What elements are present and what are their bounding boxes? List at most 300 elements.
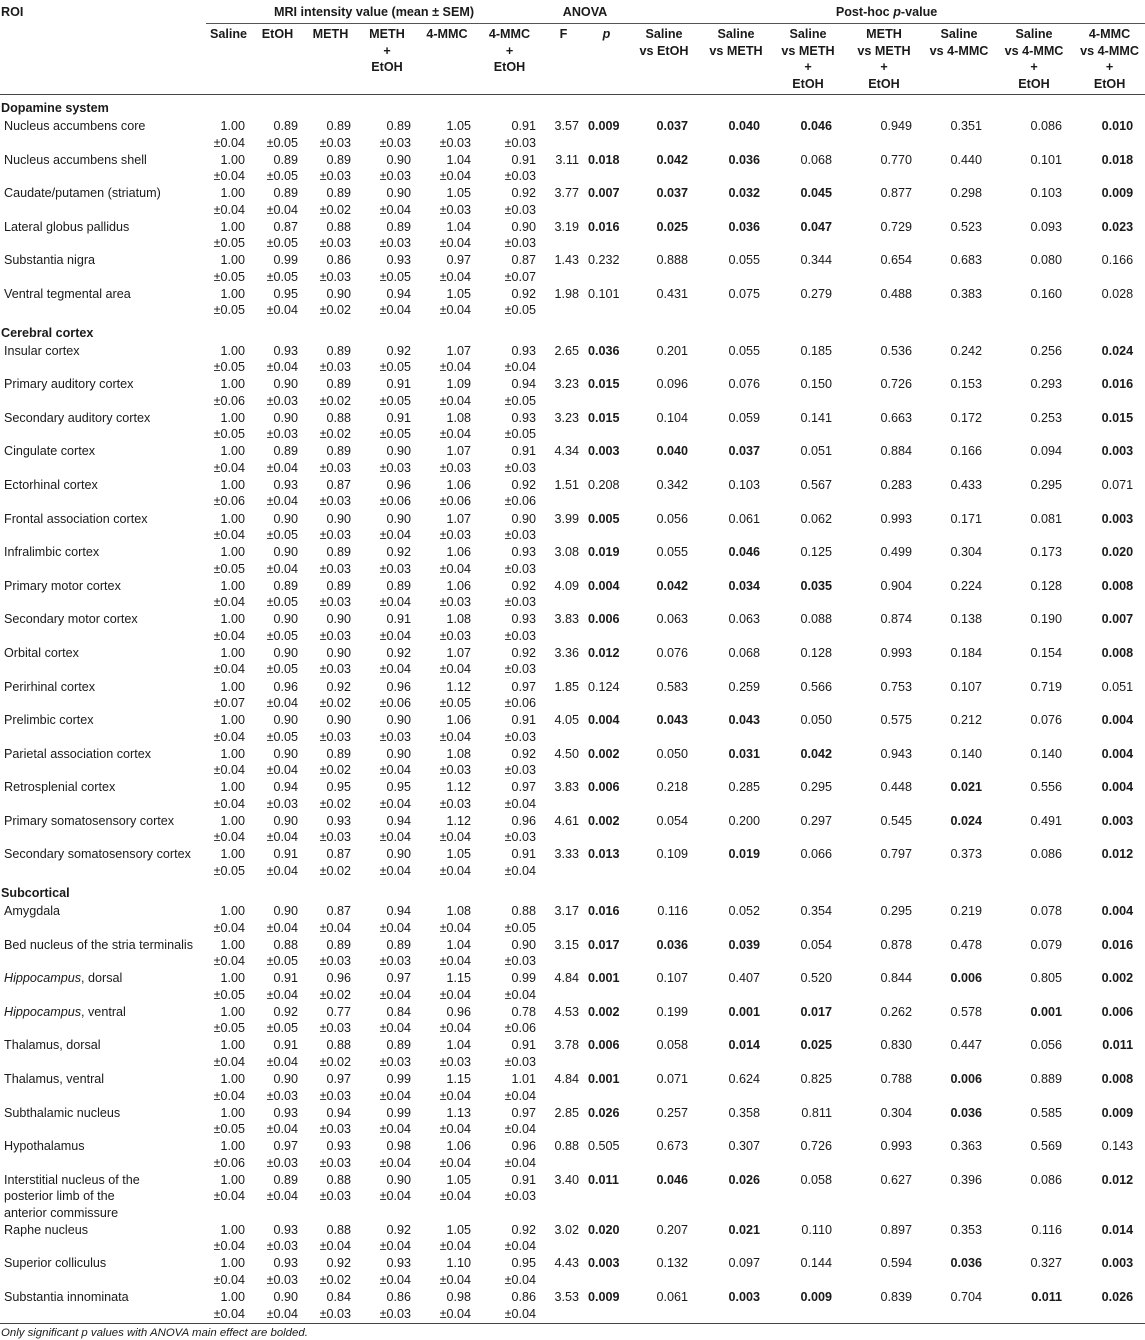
- roi-name: Secondary motor cortex: [4, 612, 138, 627]
- mri-value-cell: [417, 1105, 477, 1139]
- posthoc-col-header: Saline vs METH + EtOH: [772, 24, 844, 95]
- sem-value: ±0.04: [213, 1239, 245, 1254]
- mean-value: 0.90: [511, 219, 536, 234]
- mri-value-cell: [357, 511, 417, 545]
- anova-f-value: 1.85: [554, 679, 579, 694]
- mean-value: 0.90: [273, 904, 298, 919]
- mean-value: 0.92: [386, 645, 411, 660]
- sem-value: ±0.03: [319, 528, 351, 543]
- mri-value-cell: [357, 937, 417, 971]
- mri-value-cell: [304, 185, 357, 219]
- mean-value: 0.93: [273, 477, 298, 492]
- posthoc-p-value: 0.008: [1101, 645, 1134, 660]
- sem-value: ±0.04: [379, 1239, 411, 1254]
- mri-value-cell: [357, 252, 417, 286]
- sem-value: ±0.04: [266, 202, 298, 217]
- mean-value: 0.92: [386, 545, 411, 560]
- mri-value-cell: [357, 746, 417, 780]
- mri-value-cell: [304, 679, 357, 713]
- mean-value: 0.87: [511, 253, 536, 268]
- mean-value: 1.00: [220, 152, 245, 167]
- mri-value-cell: [206, 219, 251, 253]
- mean-value: 1.00: [220, 1290, 245, 1304]
- posthoc-label-p: p: [893, 5, 901, 19]
- posthoc-p-value: 0.578: [950, 1004, 983, 1019]
- posthoc-p-value: 0.076: [656, 645, 689, 660]
- mean-value: 0.87: [326, 904, 351, 919]
- sem-value: ±0.04: [439, 1239, 471, 1254]
- anova-f-value: 3.11: [555, 152, 579, 167]
- mean-value: 0.89: [326, 343, 351, 358]
- mri-value-cell: [251, 578, 304, 612]
- posthoc-p-value: 0.166: [1101, 253, 1134, 268]
- posthoc-p-value: 0.363: [950, 1139, 983, 1154]
- mean-value: 0.91: [386, 410, 411, 425]
- mri-value-cell: [477, 219, 542, 253]
- sem-value: ±0.04: [439, 920, 471, 935]
- mean-value: 1.04: [446, 1038, 471, 1053]
- table-row: [0, 1289, 1145, 1323]
- mri-value-cell: [206, 813, 251, 847]
- sem-value: ±0.05: [266, 528, 298, 543]
- roi-name: Amygdala: [4, 904, 61, 919]
- anova-f-value: 3.57: [554, 119, 579, 133]
- mri-value-cell: [251, 286, 304, 320]
- sem-value: ±0.04: [213, 763, 245, 778]
- mri-value-cell: [417, 1172, 477, 1222]
- mri-value-cell: [477, 645, 542, 679]
- sem-value: ±0.05: [379, 427, 411, 442]
- mean-value: 1.00: [220, 645, 245, 660]
- posthoc-p-value: 0.878: [880, 937, 913, 952]
- mean-value: 1.00: [220, 713, 245, 728]
- table-row: [0, 286, 1145, 320]
- sem-value: ±0.05: [439, 696, 471, 710]
- posthoc-p-value: 0.259: [728, 679, 761, 694]
- mean-value: 0.89: [326, 444, 351, 459]
- mean-value: 1.00: [220, 780, 245, 795]
- posthoc-p-value: 0.004: [1101, 904, 1134, 919]
- sem-value: ±0.03: [504, 662, 536, 677]
- sem-value: ±0.03: [504, 236, 536, 251]
- sem-value: ±0.03: [504, 830, 536, 845]
- mri-col-header: EtOH: [251, 24, 304, 95]
- sem-value: ±0.05: [213, 561, 245, 576]
- roi-name: Thalamus, ventral: [4, 1072, 105, 1087]
- mri-value-cell: [417, 1037, 477, 1071]
- table-row: [0, 712, 1145, 746]
- sem-value: ±0.04: [319, 920, 351, 935]
- sem-value: ±0.06: [504, 494, 536, 509]
- mean-value: 0.98: [446, 1290, 471, 1304]
- mean-value: 1.07: [446, 645, 471, 660]
- mean-value: 1.12: [446, 679, 471, 694]
- sem-value: ±0.02: [319, 763, 351, 778]
- posthoc-p-value: 0.040: [728, 119, 761, 133]
- sem-value: ±0.05: [266, 662, 298, 677]
- mri-value-cell: [251, 219, 304, 253]
- table-row: [0, 1222, 1145, 1256]
- mean-value: 0.89: [326, 937, 351, 952]
- roi-name: Secondary somatosensory cortex: [4, 847, 191, 862]
- anova-p-value: 0.018: [588, 152, 620, 167]
- sem-value: ±0.04: [213, 954, 245, 969]
- mri-value-cell: [477, 376, 542, 410]
- roi-name-italic: Hippocampus: [4, 1004, 82, 1019]
- posthoc-col-header: Saline vs 4-MMC + EtOH: [994, 24, 1074, 95]
- posthoc-p-value: 0.594: [880, 1256, 913, 1271]
- posthoc-p-value: 0.354: [800, 904, 833, 919]
- posthoc-p-value: 0.704: [924, 1289, 994, 1323]
- mean-value: 1.00: [220, 511, 245, 526]
- anova-p-value: 0.011: [588, 1172, 619, 1187]
- sem-value: ±0.04: [504, 1122, 536, 1137]
- anova-f-value: 3.15: [554, 937, 579, 952]
- sem-value: ±0.03: [379, 460, 411, 475]
- mri-value-cell: [477, 970, 542, 1004]
- mri-value-cell: [477, 746, 542, 780]
- posthoc-p-value: 0.046: [728, 545, 761, 560]
- roi-name: Caudate/putamen (striatum): [4, 186, 161, 201]
- mri-value-cell: [251, 1255, 304, 1289]
- posthoc-p-value: 0.076: [1030, 713, 1063, 728]
- mri-value-cell: [304, 410, 357, 444]
- mean-value: 1.00: [220, 1038, 245, 1053]
- mean-value: 1.00: [220, 847, 245, 862]
- mean-value: 1.05: [446, 847, 471, 862]
- anova-p-value: 0.001: [588, 971, 620, 986]
- anova-p-value: 0.002: [588, 1004, 620, 1019]
- table-row: [0, 779, 1145, 813]
- mean-value: 0.90: [326, 645, 351, 660]
- anova-p-value: 0.002: [588, 746, 620, 761]
- section-title: Cerebral cortex: [1, 325, 94, 340]
- posthoc-p-value: 0.140: [1030, 746, 1063, 761]
- mean-value: 0.90: [273, 746, 298, 761]
- mean-value: 1.00: [220, 1004, 245, 1019]
- mean-value: 0.89: [273, 444, 298, 459]
- mri-value-cell: [477, 846, 542, 880]
- mean-value: 0.84: [386, 1004, 411, 1019]
- posthoc-p-value: 0.034: [728, 578, 761, 593]
- mri-value-cell: [357, 219, 417, 253]
- posthoc-p-value: 0.556: [1030, 780, 1063, 795]
- mean-value: 0.89: [386, 578, 411, 593]
- sem-value: ±0.04: [379, 1272, 411, 1287]
- roi-name: Raphe nucleus: [4, 1222, 89, 1237]
- mri-value-cell: [477, 937, 542, 971]
- posthoc-p-value: 0.447: [950, 1038, 983, 1053]
- mean-value: 1.00: [220, 612, 245, 627]
- mean-value: 1.00: [220, 1139, 245, 1154]
- mean-value: 0.89: [386, 219, 411, 234]
- mean-value: 1.00: [220, 444, 245, 459]
- posthoc-p-value: 0.200: [728, 813, 761, 828]
- mri-value-cell: [206, 1004, 251, 1038]
- roi-name: Nucleus accumbens core: [4, 119, 146, 133]
- posthoc-p-value: 0.016: [1101, 377, 1134, 392]
- anova-f-value: 4.34: [554, 444, 579, 459]
- roi-name: Cingulate cortex: [4, 444, 96, 459]
- sem-value: ±0.04: [379, 628, 411, 643]
- posthoc-p-value: 0.046: [656, 1172, 689, 1187]
- mri-value-cell: [304, 611, 357, 645]
- mean-value: 0.92: [273, 1004, 298, 1019]
- mri-value-cell: [206, 544, 251, 578]
- sem-value: ±0.06: [379, 696, 411, 710]
- sem-value: ±0.04: [213, 1088, 245, 1103]
- table-row: [0, 937, 1145, 971]
- posthoc-p-value: 0.012: [1101, 847, 1134, 862]
- mean-value: 0.90: [511, 511, 536, 526]
- sem-value: ±0.04: [379, 1189, 411, 1204]
- mri-value-cell: [357, 970, 417, 1004]
- mean-value: 0.90: [273, 410, 298, 425]
- sem-value: ±0.04: [266, 696, 298, 710]
- posthoc-p-value: 0.128: [800, 645, 833, 660]
- posthoc-p-value: 0.132: [656, 1256, 689, 1271]
- mri-value-cell: [417, 746, 477, 780]
- mri-value-cell: [357, 477, 417, 511]
- table-row: [0, 1004, 1145, 1038]
- mri-value-cell: [251, 1172, 304, 1222]
- sem-value: ±0.06: [213, 393, 245, 408]
- mean-value: 0.90: [386, 511, 411, 526]
- sem-value: ±0.03: [266, 1272, 298, 1287]
- mean-value: 0.90: [326, 713, 351, 728]
- sem-value: ±0.03: [439, 628, 471, 643]
- mri-value-cell: [206, 1037, 251, 1071]
- mean-value: 1.05: [446, 186, 471, 201]
- posthoc-p-value: 0.003: [1101, 813, 1134, 828]
- anova-p-value: 0.007: [588, 186, 620, 201]
- mean-value: 0.90: [273, 511, 298, 526]
- sem-value: ±0.03: [266, 1239, 298, 1254]
- mri-value-cell: [304, 1289, 357, 1323]
- mri-value-cell: [206, 746, 251, 780]
- mean-value: 0.89: [326, 119, 351, 133]
- anova-p-value: 0.036: [588, 343, 620, 358]
- mri-col-header: 4-MMC: [417, 24, 477, 95]
- table-row: [0, 645, 1145, 679]
- posthoc-p-value: 0.279: [800, 286, 833, 301]
- mean-value: 0.89: [273, 119, 298, 133]
- posthoc-p-value: 0.143: [1101, 1139, 1134, 1154]
- sem-value: ±0.05: [266, 954, 298, 969]
- posthoc-p-value: 0.023: [1101, 219, 1134, 234]
- posthoc-p-value: 0.199: [656, 1004, 689, 1019]
- posthoc-p-value: 0.431: [656, 286, 689, 301]
- mri-value-cell: [304, 1105, 357, 1139]
- mri-value-cell: [357, 1138, 417, 1172]
- sem-value: ±0.04: [439, 1021, 471, 1036]
- posthoc-p-value: 0.081: [1030, 511, 1063, 526]
- sem-value: ±0.03: [319, 729, 351, 744]
- sem-value: ±0.04: [379, 528, 411, 543]
- posthoc-p-value: 0.055: [656, 545, 689, 560]
- mri-value-cell: [477, 410, 542, 444]
- mean-value: 0.89: [273, 578, 298, 593]
- mean-value: 0.90: [273, 377, 298, 392]
- sem-value: ±0.04: [379, 202, 411, 217]
- anova-p-value: 0.232: [588, 253, 620, 268]
- section-row: [0, 95, 1145, 119]
- mri-value-cell: [357, 185, 417, 219]
- posthoc-p-value: 0.036: [656, 937, 689, 952]
- mri-value-cell: [304, 376, 357, 410]
- sem-value: ±0.04: [266, 360, 298, 375]
- mean-value: 1.00: [220, 545, 245, 560]
- mean-value: 0.94: [386, 286, 411, 301]
- mri-value-cell: [304, 746, 357, 780]
- mri-value-cell: [304, 343, 357, 377]
- mean-value: 1.15: [446, 1072, 471, 1087]
- posthoc-p-value: 0.054: [656, 813, 689, 828]
- mean-value: 0.96: [326, 971, 351, 986]
- mri-value-cell: [251, 376, 304, 410]
- mean-value: 1.12: [446, 813, 471, 828]
- sem-value: ±0.03: [266, 427, 298, 442]
- anova-f-value: 3.53: [542, 1289, 585, 1323]
- mri-value-cell: [357, 1222, 417, 1256]
- posthoc-p-value: 0.185: [800, 343, 833, 358]
- anova-col-header: F: [542, 24, 585, 95]
- roi-name: Substantia innominata: [0, 1289, 206, 1323]
- posthoc-p-value: 0.116: [657, 904, 689, 919]
- mri-value-cell: [304, 1255, 357, 1289]
- posthoc-col-header: METH vs METH + EtOH: [844, 24, 924, 95]
- mri-value-cell: [417, 712, 477, 746]
- mri-value-cell: [304, 1172, 357, 1222]
- mean-value: 0.90: [386, 152, 411, 167]
- posthoc-col-header: Saline vs METH: [700, 24, 772, 95]
- posthoc-p-value: 0.055: [728, 343, 761, 358]
- posthoc-p-value: 0.086: [1030, 847, 1063, 862]
- mean-value: 0.91: [273, 1038, 298, 1053]
- sem-value: ±0.04: [266, 1189, 298, 1204]
- anova-p-value: 0.026: [588, 1105, 620, 1120]
- mean-value: 0.92: [386, 1222, 411, 1237]
- roi-name: [0, 970, 206, 1004]
- mri-value-cell: [357, 1255, 417, 1289]
- mean-value: 0.89: [386, 119, 411, 133]
- mean-value: 1.07: [446, 343, 471, 358]
- mri-value-cell: [477, 679, 542, 713]
- mri-value-cell: [357, 1071, 417, 1105]
- sem-value: ±0.03: [504, 202, 536, 217]
- sem-value: ±0.02: [319, 796, 351, 811]
- sem-value: ±0.04: [266, 763, 298, 778]
- posthoc-p-value: 0.874: [880, 612, 913, 627]
- posthoc-p-value: 0.144: [800, 1256, 833, 1271]
- posthoc-p-value: 0.295: [1030, 477, 1063, 492]
- footnote-text: Only significant p values with ANOVA main effect are bolded.: [1, 1326, 308, 1339]
- mri-value-cell: [206, 1289, 251, 1323]
- mean-value: 0.90: [273, 1072, 298, 1087]
- posthoc-p-value: 0.003: [1101, 511, 1134, 526]
- mean-value: 0.97: [326, 1072, 351, 1087]
- posthoc-p-value: 0.042: [656, 578, 689, 593]
- mean-value: 0.97: [511, 679, 536, 694]
- posthoc-p-value: 0.036: [950, 1105, 983, 1120]
- sem-value: ±0.03: [379, 729, 411, 744]
- sem-value: ±0.04: [379, 595, 411, 610]
- posthoc-p-value: 0.663: [880, 410, 913, 425]
- anova-p-value: 0.013: [588, 847, 620, 862]
- posthoc-p-value: 0.844: [880, 971, 913, 986]
- posthoc-p-value: 0.096: [656, 377, 689, 392]
- mri-value-cell: [304, 544, 357, 578]
- mri-value-cell: [206, 937, 251, 971]
- sem-value: ±0.03: [504, 561, 536, 576]
- sem-value: ±0.03: [319, 1122, 351, 1137]
- mri-value-cell: [477, 286, 542, 320]
- mean-value: 0.96: [386, 679, 411, 694]
- anova-p-value: 0.009: [588, 119, 620, 133]
- sem-value: ±0.02: [319, 1054, 351, 1069]
- mean-value: 0.93: [386, 253, 411, 268]
- mean-value: 0.87: [326, 847, 351, 862]
- sem-value: ±0.03: [319, 460, 351, 475]
- anova-p-value: 0.015: [588, 410, 620, 425]
- mri-value-cell: [357, 1105, 417, 1139]
- mean-value: 0.92: [511, 746, 536, 761]
- mean-value: 0.90: [273, 545, 298, 560]
- posthoc-p-value: 0.566: [800, 679, 833, 694]
- posthoc-p-value: 0.104: [656, 410, 689, 425]
- mean-value: 0.91: [273, 971, 298, 986]
- sem-value: ±0.03: [319, 1021, 351, 1036]
- posthoc-p-value: 0.003: [1101, 1256, 1134, 1271]
- mri-value-cell: [206, 970, 251, 1004]
- posthoc-p-value: 0.046: [800, 119, 833, 133]
- sem-value: ±0.04: [439, 269, 471, 284]
- posthoc-p-value: 0.753: [880, 679, 913, 694]
- posthoc-p-value: 0.015: [1101, 410, 1134, 425]
- mri-value-cell: [357, 903, 417, 937]
- posthoc-p-value: 0.062: [800, 511, 833, 526]
- mri-value-cell: [417, 1255, 477, 1289]
- posthoc-p-value: 0.545: [880, 813, 913, 828]
- sem-value: ±0.03: [319, 1155, 351, 1170]
- sem-value: ±0.03: [504, 1054, 536, 1069]
- roi-name: Orbital cortex: [4, 645, 79, 660]
- posthoc-p-value: 0.327: [1030, 1256, 1063, 1271]
- mean-value: 0.95: [273, 286, 298, 301]
- roi-name: Primary motor cortex: [4, 578, 121, 593]
- posthoc-p-value: 0.478: [950, 937, 983, 952]
- mean-value: 0.97: [511, 1105, 536, 1120]
- mri-value-cell: [477, 185, 542, 219]
- posthoc-p-value: 0.448: [880, 780, 913, 795]
- mean-value: 0.91: [511, 1172, 536, 1187]
- posthoc-p-value: 0.304: [880, 1105, 913, 1120]
- mri-value-cell: [304, 152, 357, 186]
- posthoc-p-value: 0.888: [656, 253, 689, 268]
- sem-value: ±0.03: [319, 1088, 351, 1103]
- sem-value: ±0.04: [213, 796, 245, 811]
- table-row: [0, 1172, 1145, 1222]
- anova-f-value: 3.33: [554, 847, 579, 862]
- mri-value-cell: [417, 544, 477, 578]
- mean-value: 0.91: [273, 847, 298, 862]
- sem-value: ±0.05: [213, 303, 245, 318]
- anova-f-value: 1.51: [554, 477, 579, 492]
- posthoc-p-value: 0.001: [1030, 1004, 1063, 1019]
- mean-value: 0.98: [386, 1139, 411, 1154]
- posthoc-p-value: 0.003: [1101, 444, 1134, 459]
- anova-p-value: 0.004: [588, 578, 620, 593]
